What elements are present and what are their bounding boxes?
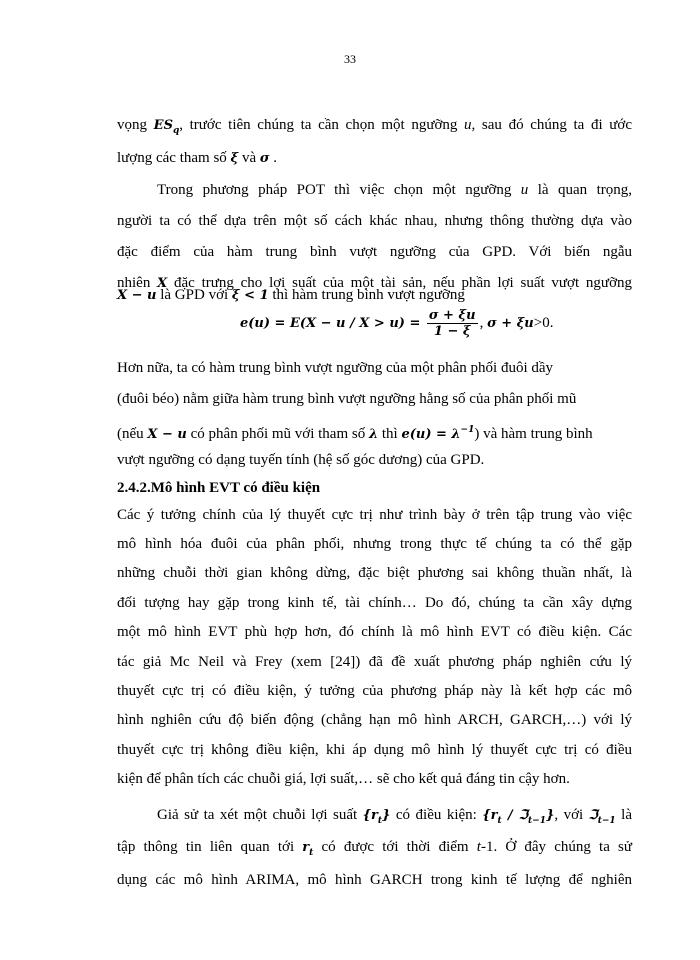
p4-line-6: tác giả Mc Neil và Frey (xem [24]) đã đề xuất phương pháp nghiên cứu lý — [117, 654, 632, 670]
mean-excess-formula: e(u) = E(X − u / X > u) = $\frac{\sigma + \xi u}{1 - \xi}$ , σ + ξu>0. — [240, 308, 554, 339]
p4-line-7: thuyết cực trị có điều kiện, ý tưởng của phương pháp này là kết hợp các mô — [117, 683, 632, 699]
section-heading: 2.4.2.Mô hình EVT có điều kiện — [117, 480, 321, 496]
page-number: 33 — [344, 52, 356, 66]
p4-line-5: một mô hình EVT phù hợp hơn, đó chính là mô hình EVT có điều kiện. Các — [117, 624, 632, 640]
p4-line-8: hình nghiên cứu độ biến động (chẳng hạn mô hình ARCH, GARCH,…) với lý — [117, 712, 632, 728]
p3-line-3: (nếu X − u có phân phối mũ với tham số λ thì $e(u) = \lambda^{-1}$) và hàm trung bình — [117, 425, 593, 442]
p3-line-4: vượt ngưỡng có dạng tuyến tính (hệ số góc dương) của GPD. — [117, 452, 485, 468]
p4-line-1: Các ý tưởng chính của lý thuyết cực trị như trình bày ở trên tập trung vào việc — [117, 507, 632, 523]
p1-line-2: lượng các tham số ξ và σ . — [117, 150, 278, 166]
p2-line-2: người ta có thể dựa trên một số cách khác nhau, nhưng thông thường dựa vào — [117, 213, 632, 229]
p2-line-1: Trong phương pháp POT thì việc chọn một ngưỡng u là quan trọng, — [157, 182, 632, 198]
p4-line-2: mô hình hóa đuôi của phân phối, nhưng trong thực tế chúng ta có thể gặp — [117, 536, 632, 552]
p3-line-1: Hơn nữa, ta có hàm trung bình vượt ngưỡng của một phân phối đuôi dầy — [117, 360, 554, 376]
p5-line-1: Giả sử ta xét một chuỗi lợi suất $\{r_t\}$ có điều kiện: {$r_t$ / ℑ$_{t-1}$}, với ℑ$_{t-1}$ là — [157, 807, 632, 826]
p1-line-1: vọng $ES_q$, trước tiên chúng ta cần chọn một ngưỡng u, sau đó chúng ta đi ước — [117, 117, 633, 136]
p4-line-10: kiện để phân tích các chuỗi giá, lợi suất,… sẽ cho kết quả đáng tin cậy hơn. — [117, 771, 570, 787]
p2-line-3: đặc điểm của hàm trung bình vượt ngưỡng của GPD. Với biến ngẫu — [117, 244, 632, 260]
p5-line-3: dụng các mô hình ARIMA, mô hình GARCH trong kinh tế lượng để nghiên — [117, 872, 632, 888]
p4-line-4: đối tượng hay gặp trong kinh tế, tài chính… Do đó, chúng ta cần xây dựng — [117, 595, 632, 611]
p4-line-3: những chuỗi thời gian không dừng, đặc biệt phương sai không thuần nhất, là — [117, 565, 632, 581]
p4-line-9: thuyết cực trị không điều kiện, khi áp dụng mô hình lý thuyết cực trị có điều — [117, 742, 632, 758]
p2-line-5: X − u là GPD với ξ < 1 thì hàm trung bình vượt ngưỡng — [117, 287, 465, 303]
p3-line-2: (đuôi béo) nằm giữa hàm trung bình vượt ngưỡng hằng số của phân phối mũ — [117, 391, 577, 407]
p5-line-2: tập thông tin liên quan tới $r_t$ có được tới thời điểm t-1. Ở đây chúng ta sử — [117, 839, 633, 858]
formula-fraction: $\frac{\sigma + \xi u}{1 - \xi}$ — [428, 308, 476, 339]
p2-line-4: nhiên X đặc trưng cho lợi suất của một tài sản, nếu phần lợi suất vượt ngưỡng — [117, 275, 632, 291]
